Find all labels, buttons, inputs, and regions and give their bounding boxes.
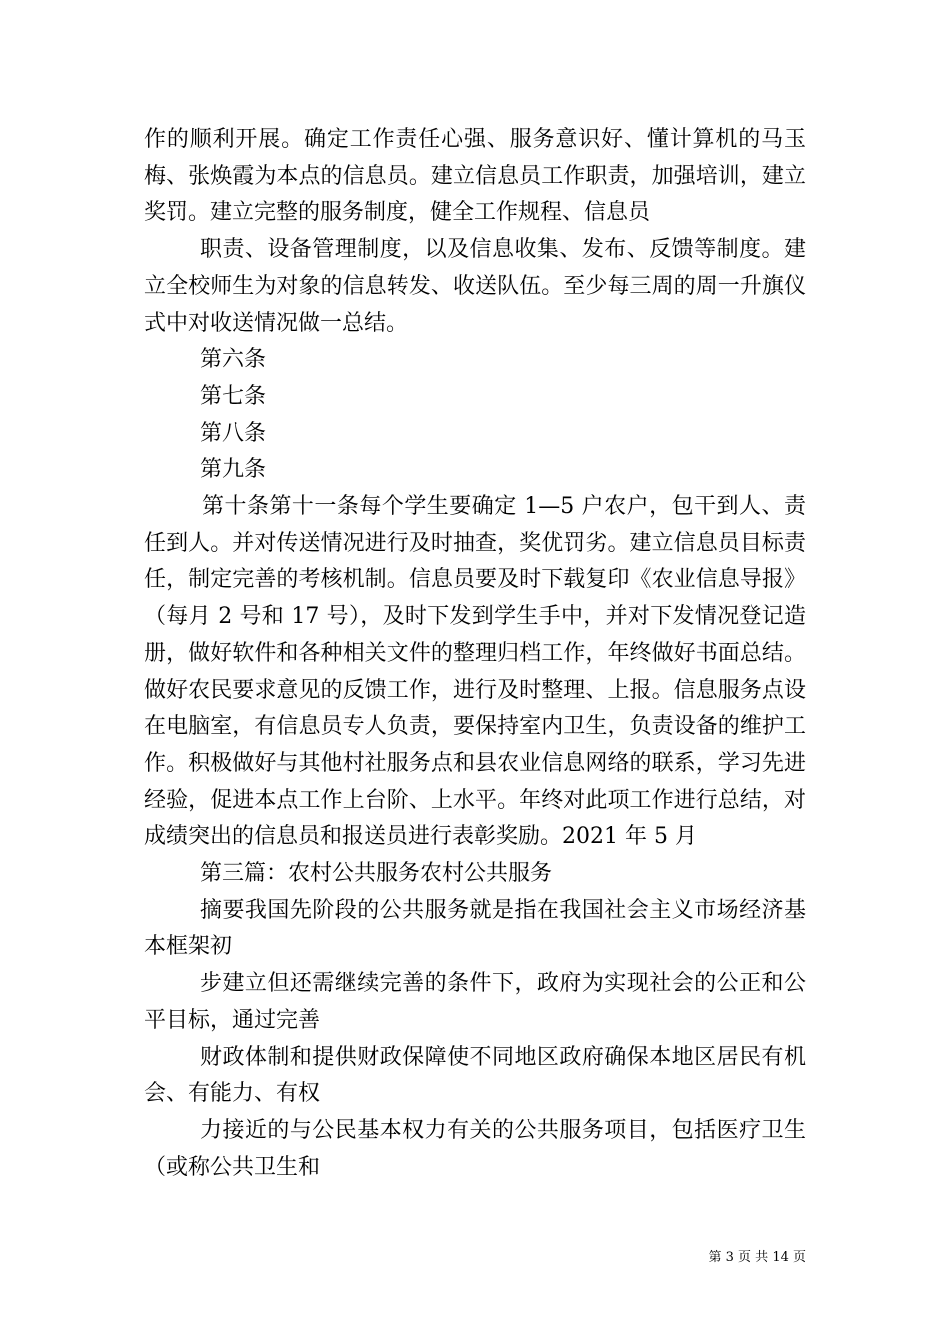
document-body bbox=[144, 122, 806, 1186]
article-heading: 第八条 bbox=[200, 420, 267, 446]
paragraph: 力接近的与公民基本权力有关的公共服务项目，包括医疗卫生（或称公共卫生和 bbox=[144, 1117, 806, 1180]
paragraph: 职责、设备管理制度，以及信息收集、发布、反馈等制度。建立全校师生为对象的信息转发、收送队伍。至少每三周的周一升旗仪式中对收送情况做一总结。 bbox=[144, 237, 806, 336]
paragraph: 步建立但还需继续完善的条件下，政府为实现社会的公正和公平目标，通过完善 bbox=[144, 971, 806, 1033]
section-title: 第三篇：农村公共服务农村公共服务 bbox=[200, 861, 553, 887]
paragraph: 作的顺利开展。确定工作责任心强、服务意识好、懂计算机的马玉梅、张焕霞为本点的信息员。建立信息员工作职责，加强培训，建立奖罚。建立完整的服务制度，健全工作规程、信息员 bbox=[144, 127, 806, 226]
article-heading: 第七条 bbox=[200, 383, 267, 409]
paragraph: 第十条第十一条每个学生要确定 1—5 户农户，包干到人、责任到人。并对传送情况进行及时抽查，奖优罚劣。建立信息员目标责任，制定完善的考核机制。信息员要及时下载复印《农业信息导报》（每月 2 号和 17 号），及时下发到学生手中，并对下发情况登记造册，做好软件和各种相关文件的整理归档工作，年终做好书面总结。做好农民要求意见的反馈工作，进行及时整理、上报。信息服务点设在电脑室，有信息员专人负责，要保持室内卫生，负责设备的维护工作。积极做好与其他村社服务点和县农业信息网络的联系，学习先进经验，促进本点工作上台阶、上水平。年终对此项工作进行总结，对成绩突出的信息员和报送员进行表彰奖励。2021 年 5 月 bbox=[144, 494, 806, 850]
paragraph: 摘要我国先阶段的公共服务就是指在我国社会主义市场经济基本框架初 bbox=[144, 897, 806, 960]
paragraph: 财政体制和提供财政保障使不同地区政府确保本地区居民有机会、有能力、有权 bbox=[144, 1044, 806, 1107]
page-number-footer: 第 3 页 共 14 页 bbox=[708, 1250, 806, 1265]
article-heading: 第六条 bbox=[200, 347, 267, 373]
article-heading: 第九条 bbox=[200, 457, 267, 483]
